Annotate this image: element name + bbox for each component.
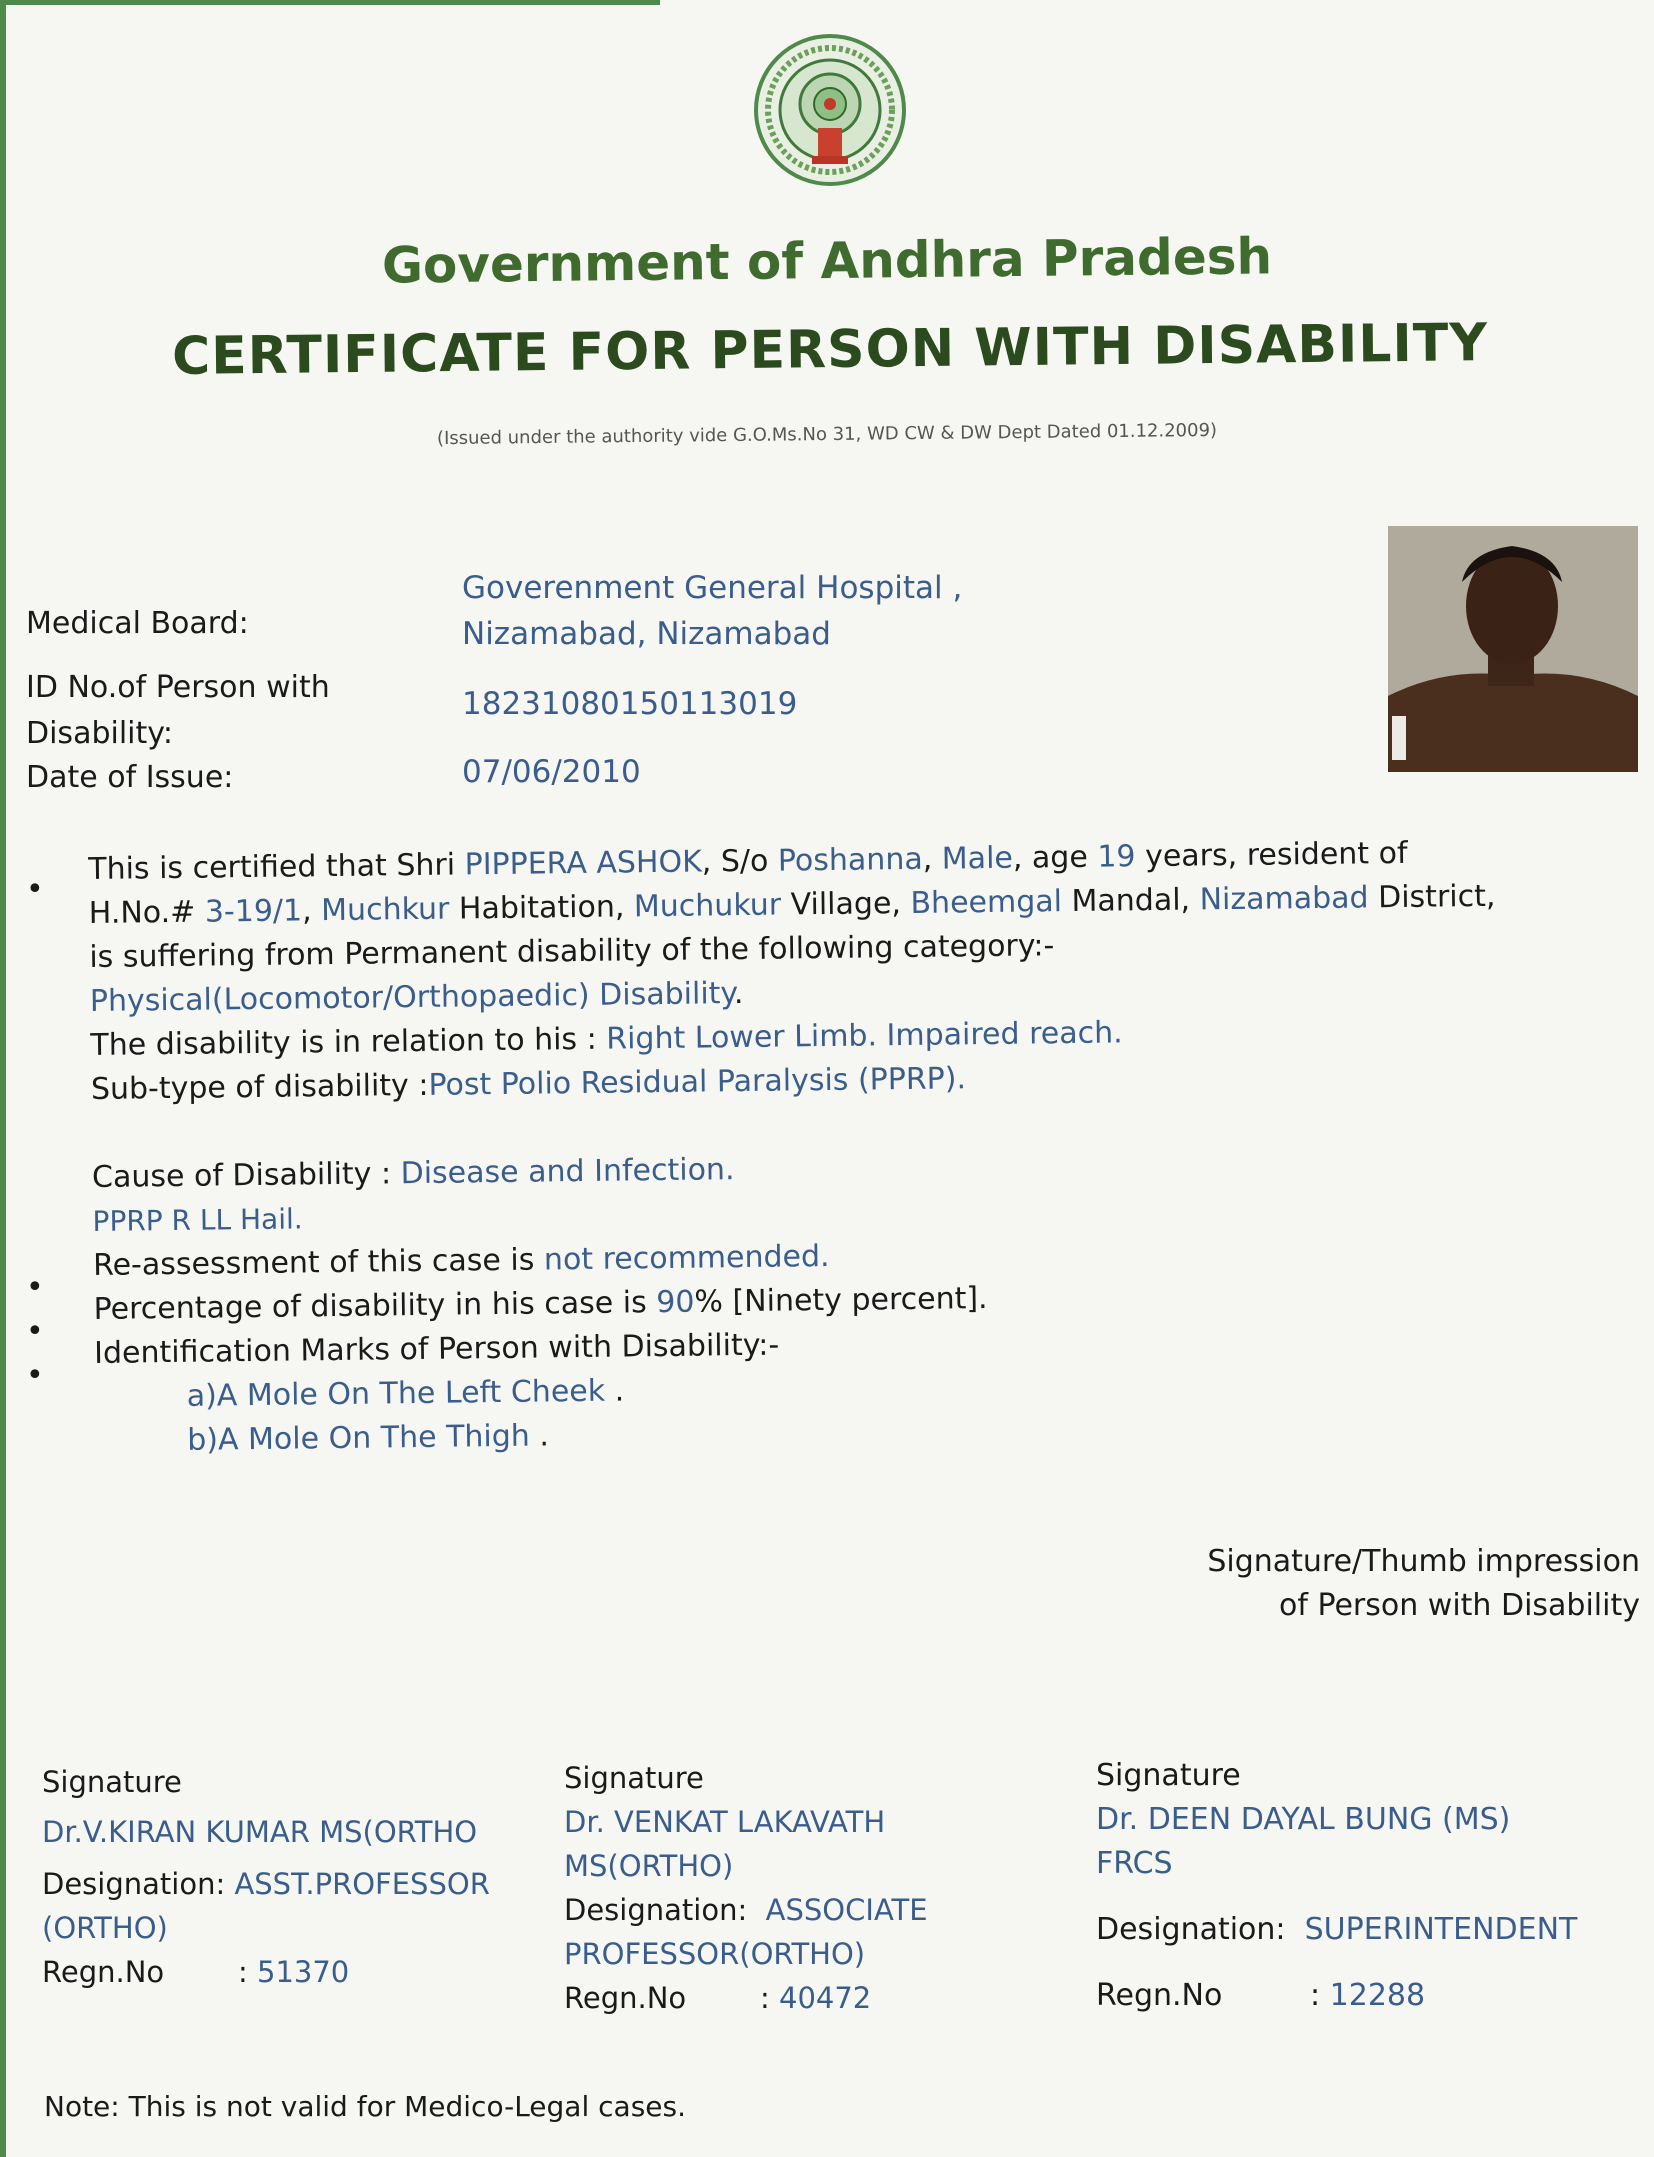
district: Nizamabad bbox=[1199, 880, 1369, 918]
designation-label: Designation: bbox=[1096, 1912, 1286, 1947]
person-signature-block bbox=[1000, 1540, 1640, 1628]
text-segment: , bbox=[301, 893, 322, 929]
state-emblem-icon bbox=[752, 32, 908, 188]
regn-separator: : bbox=[238, 1955, 248, 1989]
regn-value: 12288 bbox=[1329, 1978, 1426, 2013]
regn-value: 51370 bbox=[257, 1955, 350, 1989]
gender: Male bbox=[941, 840, 1014, 877]
mandal: Bheemgal bbox=[910, 884, 1063, 921]
text-segment: , age bbox=[1012, 839, 1098, 876]
signatory-1 bbox=[42, 1760, 562, 1994]
id-value: 18231080150113019 bbox=[462, 686, 798, 722]
signature-label: Signature bbox=[42, 1765, 182, 1799]
designation-value-line2: PROFESSOR(ORTHO) bbox=[564, 1937, 866, 1971]
person-photo bbox=[1388, 526, 1638, 772]
designation-value: ASSOCIATE bbox=[765, 1893, 928, 1927]
medical-board-line1: Goverenment General Hospital , bbox=[462, 570, 963, 606]
date-label: Date of Issue: bbox=[26, 760, 234, 795]
authority-note: (Issued under the authority vide G.O.Ms.No 31, WD CW & DW Dept Dated 01.12.2009) bbox=[436, 419, 1218, 450]
medical-board-label: Medical Board: bbox=[26, 606, 249, 641]
certification-paragraph bbox=[88, 829, 1654, 1464]
text-segment: The disability is in relation to his : bbox=[90, 1021, 607, 1063]
text-segment: . bbox=[604, 1373, 625, 1409]
percentage: 90 bbox=[656, 1284, 695, 1321]
bullet-3: • bbox=[26, 1314, 44, 1349]
text-segment: , S/o bbox=[701, 843, 779, 880]
bullet-4: • bbox=[26, 1358, 44, 1393]
signatory-2 bbox=[564, 1756, 1084, 2020]
designation-value: ASST.PROFESSOR bbox=[234, 1867, 490, 1901]
age: 19 bbox=[1097, 839, 1136, 875]
disability-category: Physical(Locomotor/Orthopaedic) Disability bbox=[89, 976, 735, 1019]
medical-board-line2: Nizamabad, Nizamabad bbox=[462, 616, 831, 652]
id-label-line1: ID No.of Person with bbox=[26, 670, 330, 705]
regn-separator: : bbox=[1310, 1978, 1321, 2013]
signatory-name-line2 bbox=[42, 1854, 562, 1862]
designation-label: Designation: bbox=[564, 1893, 748, 1927]
text-segment: Re-assessment of this case is bbox=[92, 1242, 545, 1283]
person-signature-line2: of Person with Disability bbox=[1279, 1588, 1640, 1623]
signature-label: Signature bbox=[564, 1761, 704, 1795]
regn-value: 40472 bbox=[779, 1981, 872, 2015]
person-signature-line1: Signature/Thumb impression bbox=[1207, 1544, 1640, 1579]
text-segment: is suffering from Permanent disability of the following category:- bbox=[89, 928, 1055, 975]
disability-subtype: Post Polio Residual Paralysis (PPRP). bbox=[428, 1061, 967, 1103]
designation-label: Designation: bbox=[42, 1867, 226, 1901]
text-segment: Village, bbox=[780, 885, 911, 923]
village: Muchukur bbox=[633, 887, 782, 925]
signatory-3 bbox=[1096, 1754, 1652, 2018]
signature-label: Signature bbox=[1096, 1758, 1241, 1793]
text-segment: This is certified that Shri bbox=[88, 847, 465, 887]
text-segment: years, resident of bbox=[1135, 835, 1408, 875]
bullet-1: • bbox=[26, 872, 44, 907]
text-segment: Percentage of disability in his case is bbox=[93, 1285, 657, 1327]
text-segment: District, bbox=[1368, 878, 1496, 916]
text-segment: % [Ninety percent]. bbox=[694, 1281, 988, 1320]
house-number: 3-19/1 bbox=[204, 893, 303, 930]
father-name: Poshanna bbox=[777, 841, 923, 879]
designation-value-line2: (ORTHO) bbox=[42, 1911, 168, 1945]
footer-note: Note: This is not valid for Medico-Legal cases. bbox=[44, 2090, 687, 2123]
text-segment: H.No.# bbox=[88, 894, 206, 931]
text-segment: . bbox=[529, 1418, 550, 1454]
text-segment: Sub-type of disability : bbox=[90, 1067, 429, 1107]
left-border bbox=[0, 0, 6, 2157]
signatory-name-line2: MS(ORTHO) bbox=[564, 1849, 734, 1883]
top-border bbox=[0, 0, 660, 5]
identification-mark-b: b)A Mole On The Thigh bbox=[187, 1418, 531, 1458]
government-title: Government of Andhra Pradesh bbox=[381, 227, 1273, 295]
signatory-name-line2: FRCS bbox=[1096, 1846, 1173, 1881]
text-segment: . bbox=[733, 976, 744, 1012]
disability-cause: Disease and Infection. bbox=[400, 1152, 735, 1192]
certificate-title: CERTIFICATE FOR PERSON WITH DISABILITY bbox=[171, 313, 1489, 387]
regn-label: Regn.No bbox=[42, 1955, 165, 1989]
signatory-name: Dr. DEEN DAYAL BUNG (MS) bbox=[1096, 1802, 1511, 1837]
bullet-2: • bbox=[26, 1270, 44, 1305]
id-label-line2: Disability: bbox=[26, 716, 173, 751]
disability-relation: Right Lower Limb. Impaired reach. bbox=[606, 1015, 1123, 1057]
text-segment: Habitation, bbox=[449, 889, 635, 927]
signatory-name: Dr.V.KIRAN KUMAR MS(ORTHO bbox=[42, 1815, 478, 1849]
person-name: PIPPERA ASHOK bbox=[464, 844, 703, 883]
designation-value: SUPERINTENDENT bbox=[1304, 1912, 1578, 1947]
text-segment: Mandal, bbox=[1061, 882, 1200, 920]
cause-note: PPRP R LL Hail. bbox=[92, 1202, 303, 1238]
text-segment: Cause of Disability : bbox=[91, 1156, 401, 1195]
text-segment: , bbox=[922, 841, 943, 877]
text-segment: Identification Marks of Person with Disability:- bbox=[93, 1327, 780, 1371]
regn-separator: : bbox=[760, 1981, 770, 2015]
regn-label: Regn.No bbox=[564, 1981, 687, 2015]
date-value: 07/06/2010 bbox=[462, 754, 641, 790]
identification-mark-a: a)A Mole On The Left Cheek bbox=[186, 1373, 606, 1414]
habitation: Muchkur bbox=[320, 891, 450, 929]
regn-label: Regn.No bbox=[1096, 1978, 1223, 2013]
reassessment: not recommended. bbox=[543, 1238, 830, 1278]
signatory-name: Dr. VENKAT LAKAVATH bbox=[564, 1805, 886, 1839]
